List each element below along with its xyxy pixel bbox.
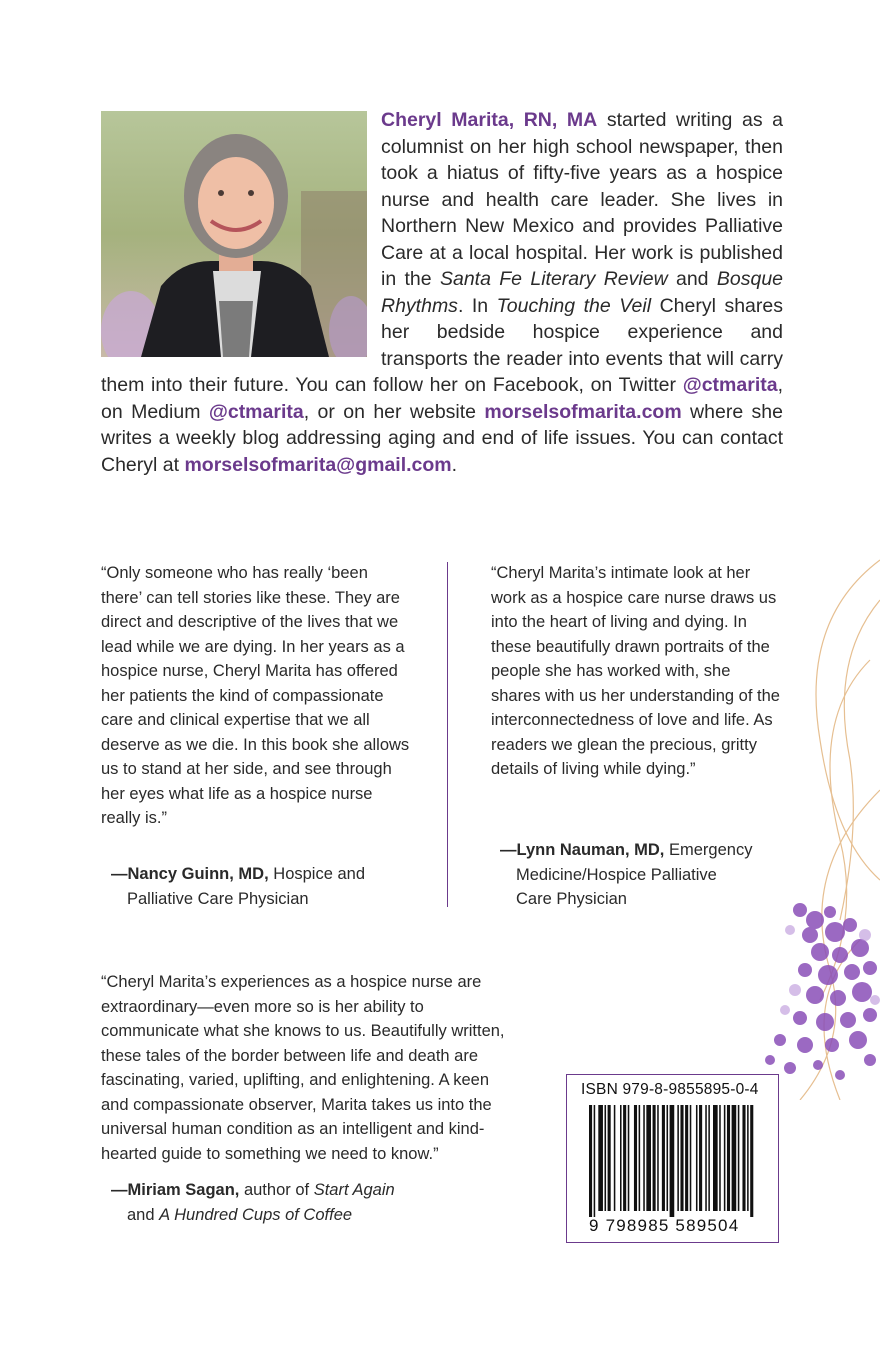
attribution-role: Care Physician: [516, 890, 627, 908]
barcode-bar: [646, 1105, 651, 1211]
barcode-bar: [719, 1105, 721, 1211]
twitter-handle[interactable]: @ctmarita: [682, 374, 778, 396]
bio-text: , or on her website: [303, 400, 485, 423]
barcode-bar: [620, 1105, 622, 1211]
attribution-role: Medicine/Hospice Palliative: [516, 865, 717, 884]
bio-text: Cheryl shares her bedside hospice experience and transports the reader into events that will carry them into their future. You can follow her on Facebook, on Twitter: [101, 294, 783, 396]
barcode-bar: [750, 1105, 753, 1217]
barcode-bar: [670, 1105, 675, 1217]
attribution-name: Nancy Guinn, MD,: [127, 865, 269, 883]
barcode-bar: [713, 1105, 718, 1211]
attribution-role: author of: [239, 1181, 314, 1199]
isbn-barcode: [566, 1074, 779, 1243]
barcode-bar: [738, 1105, 740, 1211]
barcode-bar: [696, 1105, 698, 1211]
attribution-line: [111, 1203, 511, 1228]
floral-decoration: [740, 540, 880, 1100]
attribution-dash: —: [111, 865, 128, 883]
author-bio: [101, 107, 783, 478]
barcode-bar: [608, 1105, 611, 1211]
medium-handle[interactable]: @ctmarita: [208, 400, 304, 423]
quote-text: “Cheryl Marita’s experiences as a hospice nurse are extraordinary—even more so is her ability to communicate what she knows to us. Beautifully written, these tales of the border between life and death are fascinating, varied, uplifting, and enlightening. A keen and compassionate observer, Marita takes us into the universal human condition as an intelligent and kind-hearted guide to something we need to know.”: [101, 973, 505, 1163]
barcode-bar: [690, 1105, 692, 1211]
bio-text: and: [667, 268, 717, 290]
book-title: Touching the Veil: [496, 294, 652, 317]
column-divider: [447, 562, 448, 907]
barcode-bar: [628, 1105, 630, 1211]
barcode-bar: [680, 1105, 683, 1211]
book-title: Start Again: [313, 1181, 395, 1199]
barcode-bar: [667, 1105, 669, 1211]
barcode-bar: [747, 1105, 749, 1211]
email-link[interactable]: morselsofmarita@gmail.com: [184, 453, 452, 476]
attribution-role: Emergency: [664, 841, 753, 859]
author-name: Cheryl Marita, RN, MA: [381, 109, 598, 131]
barcode-bar: [724, 1105, 726, 1211]
barcode-bar: [653, 1105, 656, 1211]
barcode-bar: [594, 1105, 596, 1217]
barcode-bar: [657, 1105, 659, 1211]
barcode-bar: [634, 1105, 637, 1211]
barcode-digits: 9 798985 589504: [589, 1216, 740, 1235]
book-title: A Hundred Cups of Coffee: [159, 1205, 353, 1224]
attribution-role: and: [127, 1205, 160, 1224]
website-link[interactable]: morselsofmarita.com: [484, 400, 682, 423]
bio-text: .: [451, 453, 458, 476]
barcode-bar: [598, 1105, 603, 1211]
barcode-bar: [643, 1105, 645, 1211]
attribution-name: Miriam Sagan,: [127, 1181, 240, 1199]
barcode-bar: [623, 1105, 626, 1211]
publication-title: Santa Fe Literary Review: [439, 268, 668, 290]
barcode-bar: [732, 1105, 737, 1211]
bio-text: where she writes a weekly blog addressing aging and end of life issues. You can contact Cheryl at: [101, 400, 783, 476]
barcode-bar: [708, 1105, 710, 1211]
barcode-bar: [727, 1105, 730, 1211]
bio-text: . In: [457, 294, 497, 317]
attribution-dash: —: [500, 841, 517, 859]
barcode-bar: [614, 1105, 616, 1211]
isbn-label: ISBN 979-8-9855895-0-4: [581, 1081, 759, 1098]
attribution-dash: —: [111, 1181, 128, 1199]
testimonial-quote: “Only someone who has really ‘been there’ can tell stories like these. They are direct and descriptive of the lives that we lead while we are dying. In her years as a hospice nurse, Cheryl Marita has offered her patients the kind of compassionate care and clinical expertise that we all deserve as we die. In this book she allows us to stand at her side, and see through her eyes what life as a hospice nurse really is.”: [101, 564, 410, 827]
barcode-bar: [685, 1105, 688, 1211]
barcode-bar: [705, 1105, 707, 1211]
attribution-role: Palliative Care Physician: [127, 889, 309, 908]
attribution-role: Hospice and: [268, 865, 365, 883]
attribution-name: Lynn Nauman, MD,: [516, 841, 665, 859]
barcode-bar: [605, 1105, 607, 1211]
testimonial-attribution: [111, 1178, 511, 1227]
publication-title: Bosque Rhythms: [381, 268, 784, 317]
testimonial-quote: “Cheryl Marita’s intimate look at her work as a hospice care nurse draws us into the heart of living and dying. In these beautifully drawn portraits of the people she has worked with, she shares with us her understanding of the interconnectedness of love and life. As readers we glean the precious, gritty details of living while dying.”: [491, 564, 780, 778]
bio-text: started writing as a columnist on her high school newspaper, then took a hiatus of fifty-five years as a hospice nurse and health care leader. She lives in Northern New Mexico and provides Palliative Care at a local hospital. Her work is published in the: [381, 109, 784, 290]
barcode-bar: [639, 1105, 641, 1211]
barcode-bar: [699, 1105, 702, 1211]
barcode-bar: [589, 1105, 592, 1217]
photo-spacer: [101, 107, 381, 369]
bio-text: , on Medium: [101, 374, 783, 423]
barcode-bar: [677, 1105, 679, 1211]
barcode-bar: [662, 1105, 665, 1211]
barcode-bar: [742, 1105, 745, 1211]
testimonial-attribution: [111, 862, 401, 911]
